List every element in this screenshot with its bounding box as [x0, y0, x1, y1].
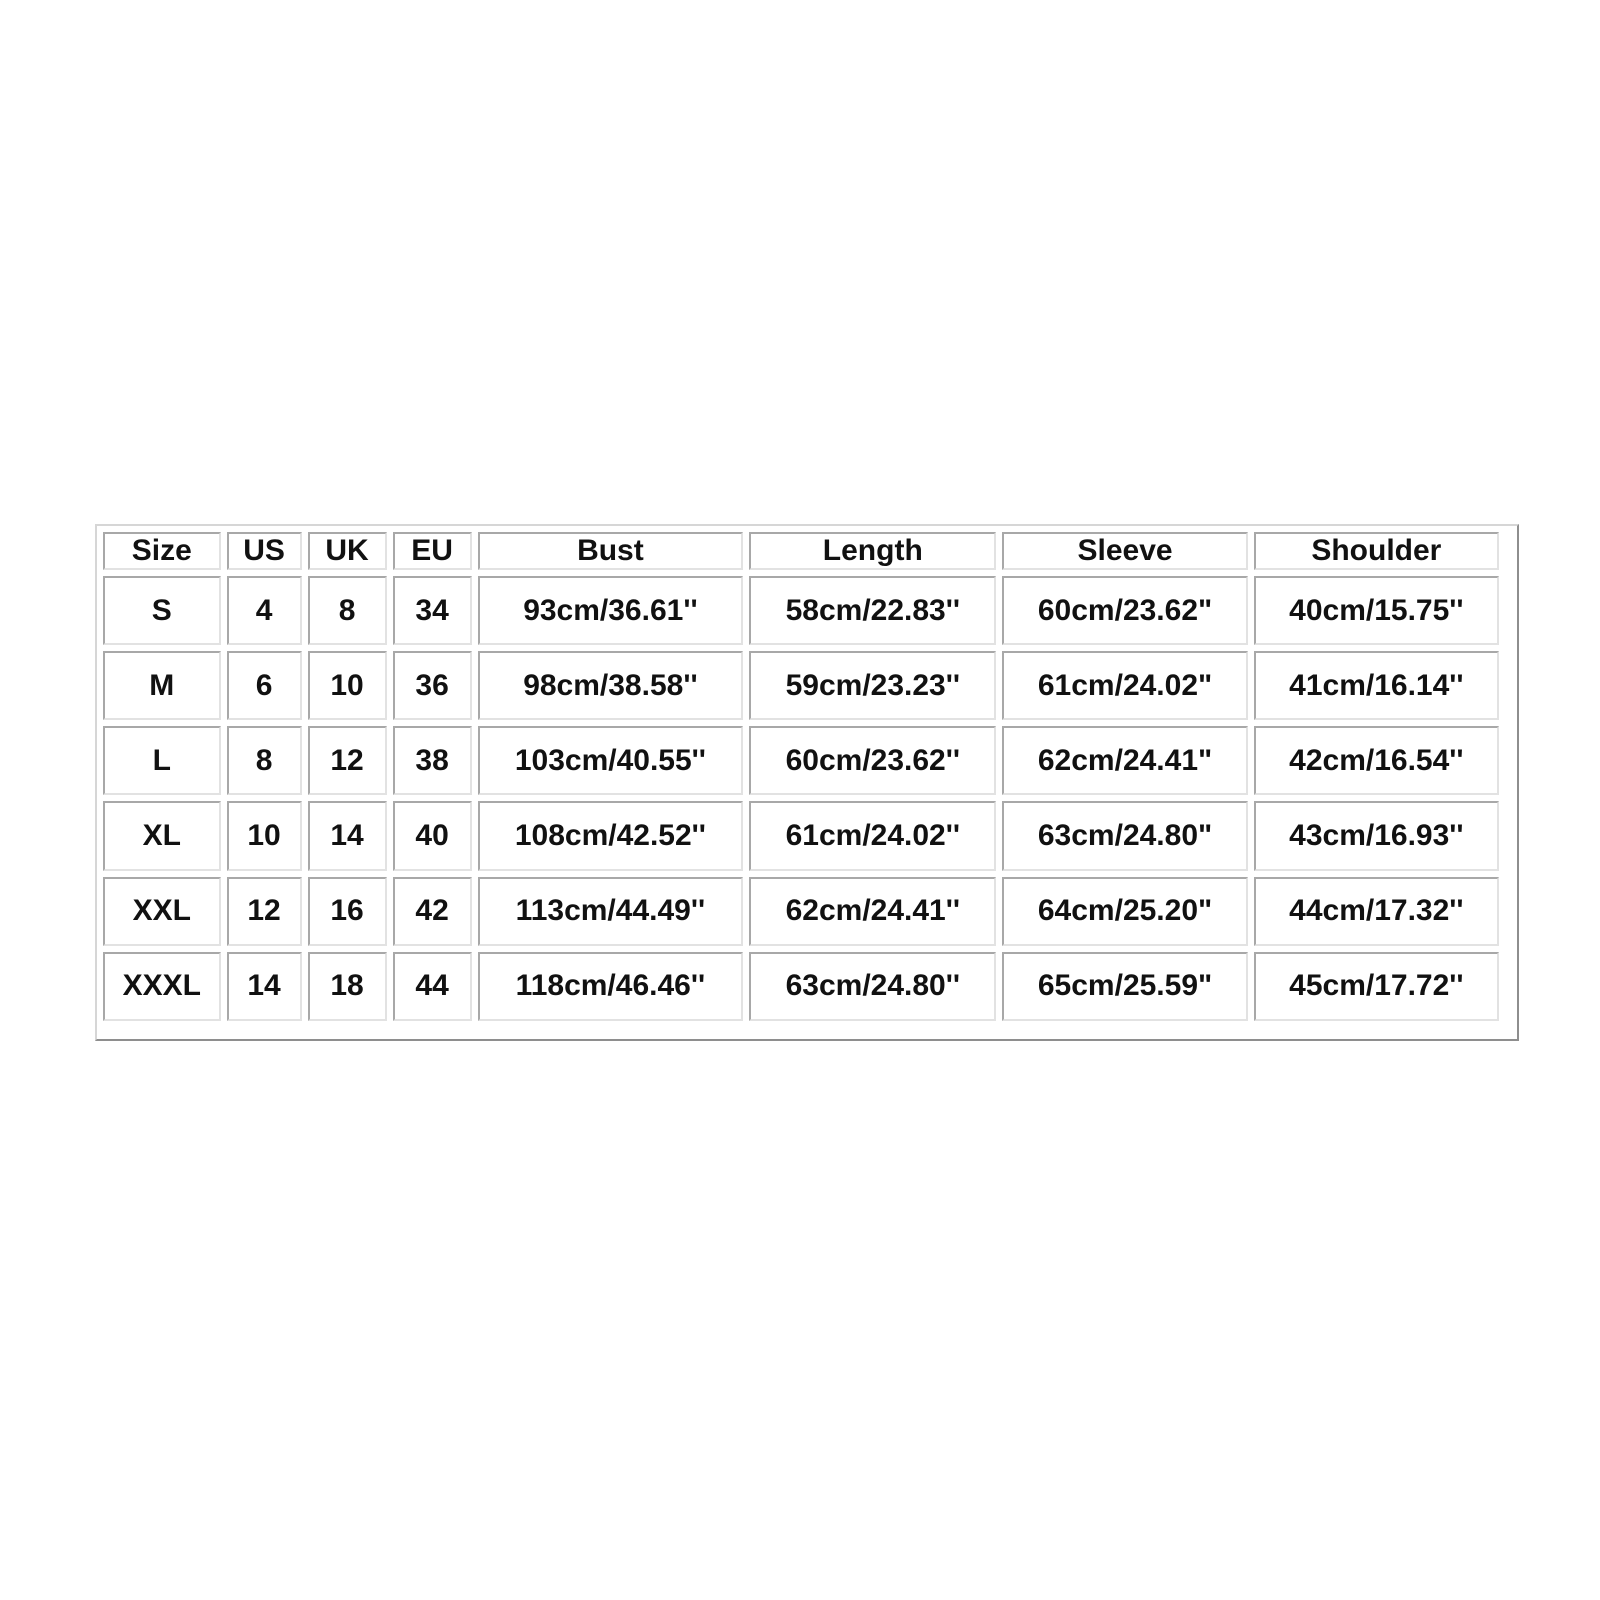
cell-us: 8	[227, 726, 302, 795]
cell-uk: 10	[308, 651, 387, 720]
cell-shoulder: 41cm/16.14''	[1254, 651, 1499, 720]
cell-bust: 98cm/38.58''	[478, 651, 744, 720]
cell-eu: 38	[393, 726, 472, 795]
header-row	[103, 532, 1499, 570]
cell-shoulder: 45cm/17.72''	[1254, 952, 1499, 1021]
cell-length: 60cm/23.62''	[749, 726, 996, 795]
cell-eu: 36	[393, 651, 472, 720]
cell-us: 6	[227, 651, 302, 720]
cell-sleeve: 65cm/25.59"	[1002, 952, 1247, 1021]
cell-size: S	[103, 576, 221, 645]
header-eu: EU	[393, 532, 472, 570]
cell-uk: 16	[308, 877, 387, 946]
cell-length: 62cm/24.41''	[749, 877, 996, 946]
size-chart-table	[97, 526, 1505, 1027]
cell-bust: 118cm/46.46''	[478, 952, 744, 1021]
header-sleeve: Sleeve	[1002, 532, 1247, 570]
cell-length: 58cm/22.83''	[749, 576, 996, 645]
cell-length: 63cm/24.80''	[749, 952, 996, 1021]
cell-us: 14	[227, 952, 302, 1021]
cell-sleeve: 64cm/25.20"	[1002, 877, 1247, 946]
cell-eu: 42	[393, 877, 472, 946]
cell-shoulder: 43cm/16.93''	[1254, 801, 1499, 870]
size-chart	[95, 524, 1519, 1041]
cell-size: L	[103, 726, 221, 795]
cell-size: XXL	[103, 877, 221, 946]
header-length: Length	[749, 532, 996, 570]
cell-eu: 34	[393, 576, 472, 645]
cell-bust: 113cm/44.49''	[478, 877, 744, 946]
table-row	[103, 952, 1499, 1021]
cell-uk: 14	[308, 801, 387, 870]
cell-eu: 40	[393, 801, 472, 870]
cell-shoulder: 44cm/17.32''	[1254, 877, 1499, 946]
header-shoulder: Shoulder	[1254, 532, 1499, 570]
header-size: Size	[103, 532, 221, 570]
cell-length: 59cm/23.23''	[749, 651, 996, 720]
cell-bust: 103cm/40.55''	[478, 726, 744, 795]
cell-bust: 93cm/36.61''	[478, 576, 744, 645]
cell-sleeve: 60cm/23.62"	[1002, 576, 1247, 645]
cell-size: XL	[103, 801, 221, 870]
cell-eu: 44	[393, 952, 472, 1021]
table-row	[103, 801, 1499, 870]
cell-uk: 12	[308, 726, 387, 795]
cell-length: 61cm/24.02''	[749, 801, 996, 870]
cell-uk: 18	[308, 952, 387, 1021]
cell-sleeve: 62cm/24.41"	[1002, 726, 1247, 795]
table-row	[103, 877, 1499, 946]
cell-shoulder: 40cm/15.75''	[1254, 576, 1499, 645]
cell-size: XXXL	[103, 952, 221, 1021]
cell-us: 4	[227, 576, 302, 645]
table-row	[103, 651, 1499, 720]
table-row	[103, 726, 1499, 795]
cell-us: 10	[227, 801, 302, 870]
header-us: US	[227, 532, 302, 570]
header-uk: UK	[308, 532, 387, 570]
cell-size: M	[103, 651, 221, 720]
cell-bust: 108cm/42.52''	[478, 801, 744, 870]
cell-sleeve: 63cm/24.80"	[1002, 801, 1247, 870]
cell-sleeve: 61cm/24.02"	[1002, 651, 1247, 720]
cell-uk: 8	[308, 576, 387, 645]
header-bust: Bust	[478, 532, 744, 570]
cell-us: 12	[227, 877, 302, 946]
cell-shoulder: 42cm/16.54''	[1254, 726, 1499, 795]
table-row	[103, 576, 1499, 645]
